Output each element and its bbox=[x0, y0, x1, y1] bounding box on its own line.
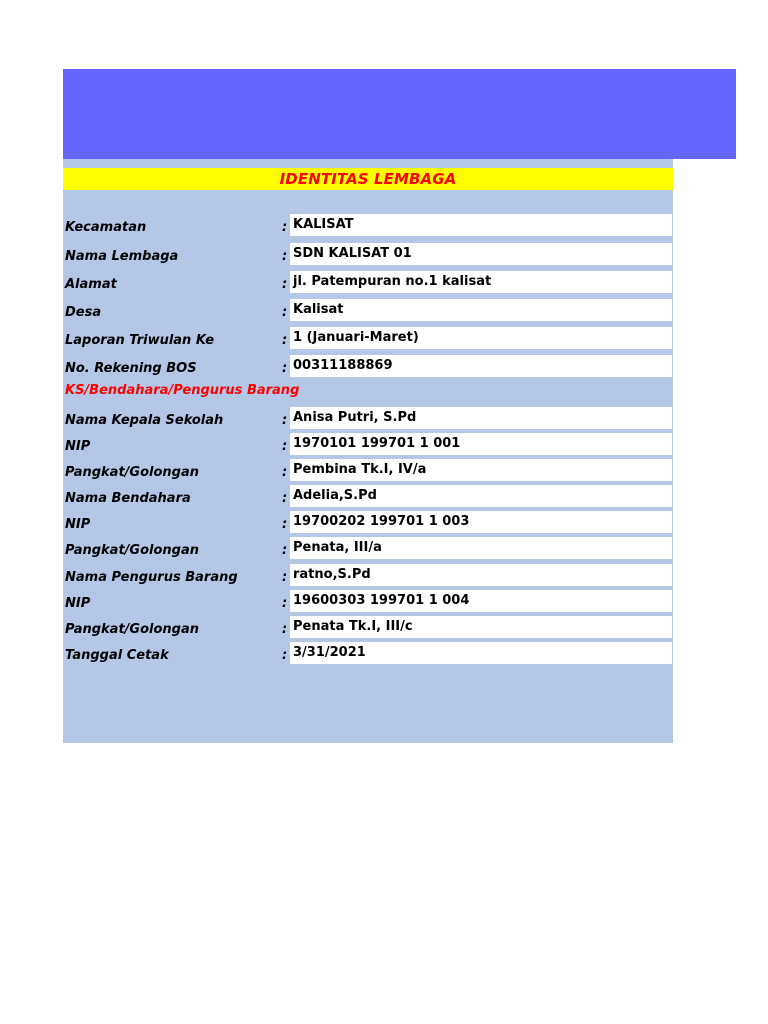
field-value-pangkat-bendahara[interactable]: Penata, III/a bbox=[290, 537, 672, 559]
header-banner bbox=[63, 69, 736, 159]
field-colon: : bbox=[282, 543, 288, 558]
field-colon: : bbox=[282, 648, 288, 663]
field-value-laporan-triwulan[interactable]: 1 (Januari-Maret) bbox=[290, 327, 672, 349]
title-bar bbox=[63, 168, 673, 190]
field-value-pengurus-barang[interactable]: ratno,S.Pd bbox=[290, 564, 672, 586]
field-label: Laporan Triwulan Ke bbox=[65, 333, 215, 348]
field-label: Alamat bbox=[65, 277, 117, 292]
identity-panel bbox=[63, 159, 673, 743]
field-value-rekening-bos[interactable]: 00311188869 bbox=[290, 355, 672, 377]
row-nip-bendahara bbox=[63, 511, 673, 537]
field-colon: : bbox=[282, 277, 288, 292]
row-kecamatan bbox=[63, 214, 673, 240]
field-colon: : bbox=[282, 220, 288, 235]
field-label: Pangkat/Golongan bbox=[65, 543, 199, 558]
field-label: Desa bbox=[65, 305, 102, 320]
row-nama-lembaga bbox=[63, 243, 673, 269]
field-colon: : bbox=[282, 622, 288, 637]
field-colon: : bbox=[282, 361, 288, 376]
field-value-tanggal-cetak[interactable]: 3/31/2021 bbox=[290, 642, 672, 664]
field-label: Nama Kepala Sekolah bbox=[65, 413, 224, 428]
field-value-nama-lembaga[interactable]: SDN KALISAT 01 bbox=[290, 243, 672, 265]
field-label: Nama Lembaga bbox=[65, 249, 179, 264]
field-label: Pangkat/Golongan bbox=[65, 465, 199, 480]
field-label: Nama Bendahara bbox=[65, 491, 191, 506]
field-value-desa[interactable]: Kalisat bbox=[290, 299, 672, 321]
row-laporan-triwulan bbox=[63, 327, 673, 353]
field-label: Pangkat/Golongan bbox=[65, 622, 199, 637]
field-colon: : bbox=[282, 491, 288, 506]
row-pangkat-kepala bbox=[63, 459, 673, 485]
field-value-nip-bendahara[interactable]: 19700202 199701 1 003 bbox=[290, 511, 672, 533]
field-value-nip-pengurus[interactable]: 19600303 199701 1 004 bbox=[290, 590, 672, 612]
field-value-kepala-sekolah[interactable]: Anisa Putri, S.Pd bbox=[290, 407, 672, 429]
row-desa bbox=[63, 299, 673, 325]
row-kepala-sekolah bbox=[63, 407, 673, 433]
row-pengurus-barang bbox=[63, 564, 673, 590]
row-rekening-bos bbox=[63, 355, 673, 381]
field-colon: : bbox=[282, 305, 288, 320]
row-pangkat-bendahara bbox=[63, 537, 673, 563]
field-label: No. Rekening BOS bbox=[65, 361, 197, 376]
field-colon: : bbox=[282, 249, 288, 264]
field-label: NIP bbox=[65, 517, 91, 532]
row-nip-pengurus bbox=[63, 590, 673, 616]
page-title: IDENTITAS LEMBAGA bbox=[279, 170, 457, 188]
field-label: NIP bbox=[65, 439, 91, 454]
field-label: Kecamatan bbox=[65, 220, 147, 235]
field-colon: : bbox=[282, 413, 288, 428]
field-colon: : bbox=[282, 439, 288, 454]
field-value-bendahara[interactable]: Adelia,S.Pd bbox=[290, 485, 672, 507]
field-value-kecamatan[interactable]: KALISAT bbox=[290, 214, 672, 236]
row-alamat bbox=[63, 271, 673, 297]
row-pangkat-pengurus bbox=[63, 616, 673, 642]
field-value-nip-kepala[interactable]: 1970101 199701 1 001 bbox=[290, 433, 672, 455]
section-heading: KS/Bendahara/Pengurus Barang bbox=[65, 383, 300, 398]
field-value-pangkat-kepala[interactable]: Pembina Tk.I, IV/a bbox=[290, 459, 672, 481]
field-colon: : bbox=[282, 596, 288, 611]
field-label: Nama Pengurus Barang bbox=[65, 570, 238, 585]
row-bendahara bbox=[63, 485, 673, 511]
field-label: Tanggal Cetak bbox=[65, 648, 169, 663]
field-colon: : bbox=[282, 570, 288, 585]
field-colon: : bbox=[282, 465, 288, 480]
field-colon: : bbox=[282, 333, 288, 348]
row-tanggal-cetak bbox=[63, 642, 673, 668]
field-value-alamat[interactable]: jl. Patempuran no.1 kalisat bbox=[290, 271, 672, 293]
field-label: NIP bbox=[65, 596, 91, 611]
row-nip-kepala bbox=[63, 433, 673, 459]
field-colon: : bbox=[282, 517, 288, 532]
field-value-pangkat-pengurus[interactable]: Penata Tk.I, III/c bbox=[290, 616, 672, 638]
